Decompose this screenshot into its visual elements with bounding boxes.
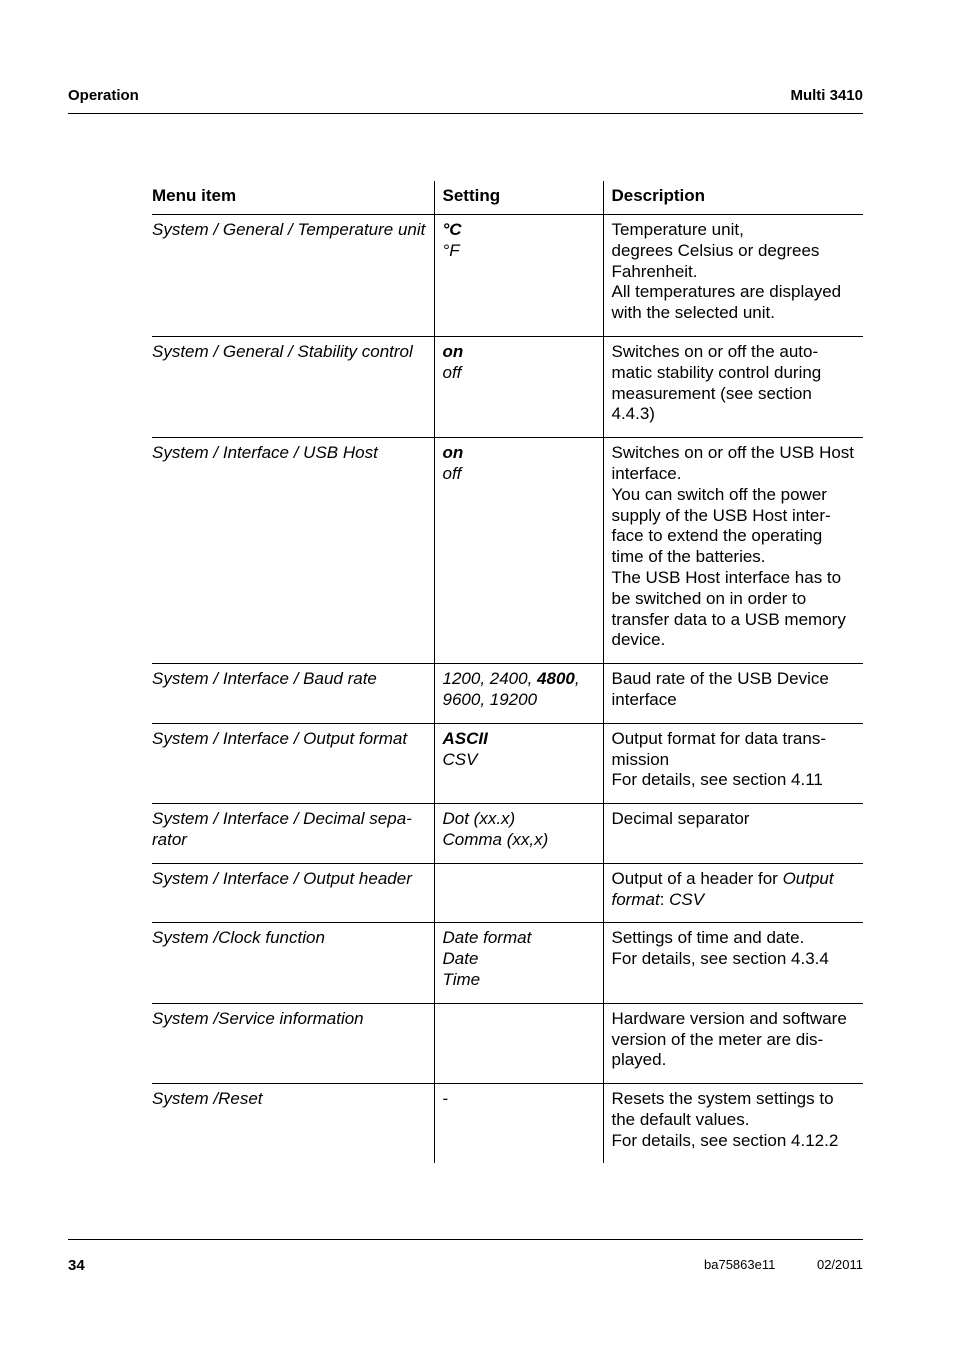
description-text: Output of a header for [611, 868, 783, 888]
menu-item-cell: System / Interface / Baud rate [152, 669, 377, 689]
header-section: Operation [68, 87, 139, 104]
table-row [152, 1003, 863, 1083]
setting-value: off [442, 463, 462, 483]
table-row [152, 1084, 863, 1164]
setting-value: - [442, 1089, 449, 1109]
table-row [152, 723, 863, 803]
table-row [152, 336, 863, 437]
table-row [152, 923, 863, 1003]
menu-item-cell: System / Interface / USB Host [152, 443, 378, 463]
setting-default-value: on [442, 341, 464, 361]
page-number: 34 [68, 1257, 85, 1274]
description-text: Output format [611, 868, 834, 909]
setting-cell [434, 723, 603, 803]
setting-value: Dot (xx.x) [442, 809, 516, 829]
description-cell [603, 664, 863, 724]
setting-value: 1200, 2400, [442, 669, 538, 689]
description-text: All temperatures are displayed with the selected unit. [611, 282, 842, 323]
setting-cell [434, 1003, 603, 1083]
setting-cell [434, 923, 603, 1003]
setting-value: Date [442, 949, 479, 969]
description-text: Output format for data trans-mission [611, 728, 826, 769]
setting-value: , 9600, 19200 [442, 669, 580, 709]
menu-item-cell: System / Interface / Output header [152, 868, 412, 888]
menu-item-cell: System /Clock function [152, 928, 325, 948]
description-text: Temperature unit, [611, 220, 744, 239]
description-cell [603, 215, 863, 337]
description-cell [603, 923, 863, 1003]
description-cell [603, 863, 863, 923]
description-text: Settings of time and date. [611, 928, 805, 948]
table-row [152, 804, 863, 864]
setting-value: °F [442, 240, 460, 260]
table-row [152, 438, 863, 664]
description-cell [603, 804, 863, 864]
description-text: Decimal separator [611, 809, 750, 829]
description-text: Baud rate of the USB Device interface [611, 669, 829, 709]
table-row [152, 664, 863, 724]
footer-rule [68, 1239, 863, 1240]
setting-cell [434, 336, 603, 437]
setting-value: CSV [442, 749, 478, 769]
setting-default-value: on [442, 443, 464, 463]
setting-cell [434, 804, 603, 864]
description-text: For details, see section 4.12.2 [611, 1130, 839, 1150]
table-row [152, 215, 863, 337]
description-text: CSV [669, 889, 705, 909]
description-text: The USB Host interface has to be switched on in order to transfer data to a USB memory device. [611, 567, 846, 650]
header-rule [68, 113, 863, 114]
description-text: Switches on or off the USB Host interface. [611, 443, 855, 483]
header-product: Multi 3410 [790, 87, 863, 104]
description-cell [603, 1003, 863, 1083]
setting-cell [434, 664, 603, 724]
column-header-setting: Setting [434, 181, 603, 215]
setting-value: Time [442, 969, 481, 989]
menu-item-cell: System / General / Temperature unit [152, 220, 426, 239]
description-text: degrees Celsius or degrees Fahrenheit. [611, 240, 820, 281]
setting-default-value: 4800 [537, 669, 575, 689]
description-cell [603, 1084, 863, 1164]
table-header-row [152, 181, 863, 215]
menu-item-cell: System / General / Stability control [152, 341, 413, 361]
description-text: Switches on or off the auto-matic stability control during measurement (see section 4.4.3) [611, 341, 822, 424]
description-text: For details, see section 4.11 [611, 770, 823, 790]
description-text: : [659, 889, 670, 909]
setting-value: off [442, 362, 462, 382]
menu-item-cell: System /Reset [152, 1089, 263, 1109]
setting-cell [434, 1084, 603, 1164]
setting-cell [434, 215, 603, 337]
column-header-description: Description [603, 181, 863, 215]
setting-cell [434, 863, 603, 923]
setting-default-value: °C [442, 220, 462, 239]
setting-value: Comma (xx,x) [442, 829, 549, 849]
description-cell [603, 336, 863, 437]
description-text: Hardware version and software version of the meter are dis-played. [611, 1008, 847, 1070]
setting-default-value: ASCII [442, 728, 488, 748]
column-header-menu-item: Menu item [152, 186, 237, 205]
description-text: For details, see section 4.3.4 [611, 949, 829, 969]
document-id: ba75863e11 [704, 1257, 776, 1272]
settings-table [152, 181, 863, 1163]
document-date: 02/2011 [816, 1257, 863, 1272]
description-cell [603, 723, 863, 803]
menu-item-cell: System /Service information [152, 1008, 364, 1028]
table-row [152, 863, 863, 923]
description-text: You can switch off the power supply of the USB Host inter-face to extend the operating time of the batteries. [611, 484, 831, 567]
description-text: Resets the system settings to the default values. [611, 1089, 834, 1129]
menu-item-cell: System / Interface / Output format [152, 728, 408, 748]
description-cell [603, 438, 863, 664]
setting-value: Date format [442, 928, 532, 948]
setting-cell [434, 438, 603, 664]
menu-item-cell: System / Interface / Decimal sepa-rator [152, 809, 412, 849]
